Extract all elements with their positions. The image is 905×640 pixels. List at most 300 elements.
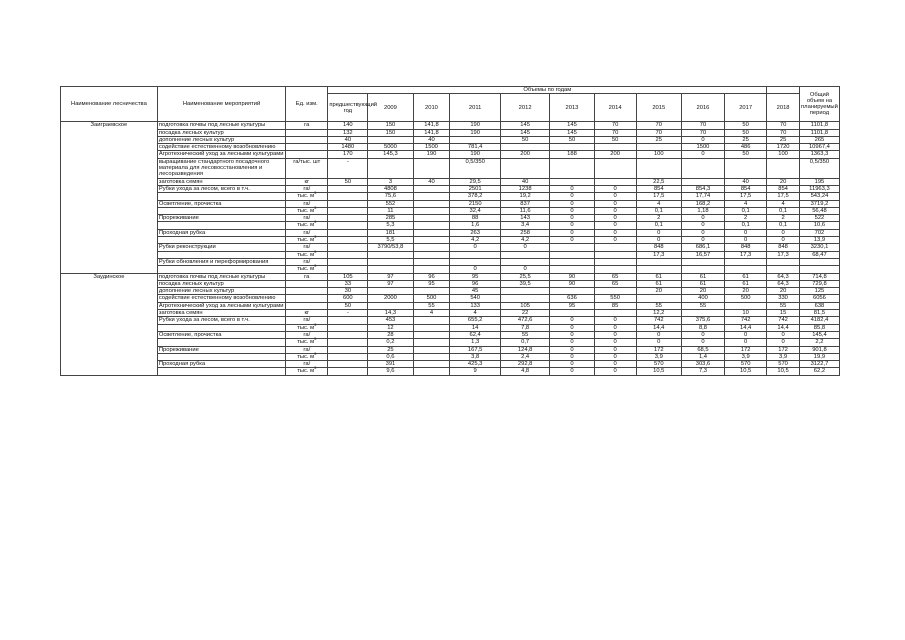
table-row [61,207,840,214]
value-cell-2010: 190 [413,151,450,158]
value-cell-2014: 0 [594,353,636,360]
value-cell-2012 [500,144,549,151]
value-cell-2011: 425,3 [450,361,501,368]
forest-activities-table [60,86,840,376]
value-cell-2014 [594,178,636,185]
value-cell-2013: 0 [550,346,594,353]
prev-year-cell [328,324,368,331]
value-cell-2017: 40 [725,178,767,185]
total-header: Общий объем на планируемый период [799,87,839,122]
value-cell-2017: 0,1 [725,222,767,229]
total-cell: 62,2 [799,368,839,375]
value-cell-2017: 10 [725,310,767,317]
total-cell: 3230,1 [799,244,839,251]
value-cell-2018: 17,3 [767,251,800,258]
table-row [61,251,840,258]
value-cell-2012: 3,4 [500,222,549,229]
unit-cell: га/ [286,361,328,368]
cubic-superscript: 3 [314,336,317,342]
activity-cell [157,193,285,200]
activity-cell: Рубки ухода за лесом, всего в т.ч. [157,317,285,324]
value-cell-2009: 97 [368,280,413,287]
total-cell: 145,4 [799,331,839,338]
cubic-superscript: 3 [314,365,317,371]
table-row [61,339,840,346]
value-cell-2015: 0 [636,339,681,346]
total-cell: 85,8 [799,324,839,331]
value-cell-2011: 1,3 [450,339,501,346]
value-cell-2016: 400 [681,295,724,302]
value-cell-2010 [413,237,450,244]
value-cell-2011: 32,4 [450,207,501,214]
value-cell-2016: 0 [681,222,724,229]
value-cell-2016: 168,2 [681,200,724,207]
unit-cell [286,302,328,309]
value-cell-2009 [368,158,413,178]
value-cell-2011 [450,258,501,265]
total-cell: 638 [799,302,839,309]
value-cell-2016 [681,158,724,178]
value-cell-2011: 96 [450,280,501,287]
value-cell-2012: 11,6 [500,207,549,214]
unit-cell [286,151,328,158]
value-cell-2013: 95 [550,302,594,309]
value-cell-2018: 330 [767,295,800,302]
activity-cell: дополнение лесных культур [157,136,285,143]
volumes-by-year-header: Объемы по годам [328,87,767,94]
value-cell-2013: 0 [550,368,594,375]
value-cell-2015: 3,9 [636,353,681,360]
unit-cell [286,136,328,143]
value-cell-2013: 0 [550,193,594,200]
table-row [61,215,840,222]
value-cell-2009 [368,266,413,273]
value-cell-2013: 0 [550,353,594,360]
value-cell-2009: 5,5 [368,237,413,244]
value-cell-2009 [368,288,413,295]
value-cell-2012: 4,2 [500,237,549,244]
activity-cell [157,251,285,258]
prev-year-cell [328,353,368,360]
activity-cell: Прореживание [157,346,285,353]
value-cell-2011: 62,4 [450,331,501,338]
value-cell-2015: 742 [636,317,681,324]
value-cell-2016: 375,6 [681,317,724,324]
value-cell-2010: 55 [413,302,450,309]
table-row [61,310,840,317]
value-cell-2015: 10,5 [636,368,681,375]
value-cell-2012: 258 [500,229,549,236]
value-cell-2012: 25,5 [500,273,549,280]
value-cell-2015: 55 [636,302,681,309]
value-cell-2009: 285 [368,215,413,222]
value-cell-2010 [413,229,450,236]
total-cell: 702 [799,229,839,236]
value-cell-2009 [368,258,413,265]
total-cell: 714,8 [799,273,839,280]
prev-year-cell [328,361,368,368]
value-cell-2010: 95 [413,280,450,287]
value-cell-2012: 50 [500,136,549,143]
total-cell: 0,5/350 [799,158,839,178]
value-cell-2013 [550,158,594,178]
value-cell-2015: 0 [636,237,681,244]
activity-cell [157,266,285,273]
total-cell: 1363,3 [799,151,839,158]
year-header-2015: 2015 [636,94,681,122]
value-cell-2014: 0 [594,237,636,244]
value-cell-2014: 0 [594,339,636,346]
value-cell-2017: 25 [725,136,767,143]
activity-cell [157,339,285,346]
value-cell-2018: 25 [767,136,800,143]
value-cell-2018: 0 [767,331,800,338]
year-header-2016: 2016 [681,94,724,122]
value-cell-2009: 97 [368,273,413,280]
value-cell-2016: 854,3 [681,185,724,192]
unit-cell: тыс. $м^3$ [286,251,328,258]
value-cell-2014: 0 [594,324,636,331]
total-cell: 68,47 [799,251,839,258]
prev-year-cell: 1480 [328,144,368,151]
value-cell-2010 [413,317,450,324]
value-cell-2015: 70 [636,122,681,129]
value-cell-2012 [500,251,549,258]
activity-cell: посадка лесных культур [157,280,285,287]
value-cell-2009: 3790/53,8 [368,244,413,251]
value-cell-2013 [550,258,594,265]
year-header-2018: 2018 [767,94,800,122]
activity-cell [157,222,285,229]
value-cell-2016: 0 [681,229,724,236]
unit-cell: га [286,273,328,280]
value-cell-2016: 686,1 [681,244,724,251]
total-cell: 3122,7 [799,361,839,368]
table-row [61,266,840,273]
cubic-superscript: 3 [314,321,317,327]
value-cell-2013: 636 [550,295,594,302]
value-cell-2009: 453 [368,317,413,324]
value-cell-2009: 11 [368,207,413,214]
value-cell-2017: 848 [725,244,767,251]
value-cell-2015: 0 [636,331,681,338]
total-cell: 10,6 [799,222,839,229]
value-cell-2012: 1238 [500,185,549,192]
value-cell-2018 [767,158,800,178]
value-cell-2010 [413,185,450,192]
value-cell-2017: 0 [725,237,767,244]
table-row [61,258,840,265]
value-cell-2014: 0 [594,317,636,324]
activity-cell: Рубки реконструкции [157,244,285,251]
activity-cell [157,237,285,244]
unit-cell: га/ [286,258,328,265]
value-cell-2009: 3 [368,178,413,185]
cubic-superscript: 3 [314,190,317,196]
total-cell: 522 [799,215,839,222]
value-cell-2017: 172 [725,346,767,353]
value-cell-2015: 4 [636,200,681,207]
value-cell-2009: 5000 [368,144,413,151]
total-cell: 13,9 [799,237,839,244]
table-row [61,144,840,151]
value-cell-2018 [767,266,800,273]
value-cell-2016: 70 [681,122,724,129]
value-cell-2009: 75,6 [368,193,413,200]
value-cell-2010 [413,251,450,258]
value-cell-2010 [413,200,450,207]
unit-header: Ед. изм. [286,87,328,122]
value-cell-2011: 88 [450,215,501,222]
unit-cell [286,288,328,295]
year-header-2011: 2011 [450,94,501,122]
value-cell-2011: 378,2 [450,193,501,200]
value-cell-2011: 781,4 [450,144,501,151]
value-cell-2018: 64,3 [767,280,800,287]
value-cell-2013: 0 [550,200,594,207]
value-cell-2016 [681,178,724,185]
unit-cell: тыс. $м^3$ [286,237,328,244]
activity-cell: содействие естественному возобновлению [157,144,285,151]
forestry-name: Заудинское [61,273,158,375]
unit-cell [286,280,328,287]
value-cell-2011: 190 [450,122,501,129]
value-cell-2012: 22 [500,310,549,317]
table-row [61,368,840,375]
table-row [61,122,840,129]
year-2018-header-top [767,87,800,94]
total-cell: 81,5 [799,310,839,317]
total-cell: 195 [799,178,839,185]
activity-cell: подготовка почвы под лесные культуры [157,122,285,129]
value-cell-2015: 14,4 [636,324,681,331]
unit-cell: га/ [286,229,328,236]
table-row [61,136,840,143]
value-cell-2013: 0 [550,339,594,346]
value-cell-2012: 0,7 [500,339,549,346]
activity-cell: Проходная рубка [157,361,285,368]
value-cell-2018: 55 [767,302,800,309]
value-cell-2013: 0 [550,229,594,236]
value-cell-2017: 0 [725,339,767,346]
unit-cell: га/тыс. шт [286,158,328,178]
value-cell-2012: 124,8 [500,346,549,353]
unit-cell: га/ [286,244,328,251]
activity-cell [157,207,285,214]
value-cell-2012: 837 [500,200,549,207]
value-cell-2010: 40 [413,178,450,185]
value-cell-2016: 20 [681,288,724,295]
value-cell-2018: 848 [767,244,800,251]
value-cell-2015 [636,258,681,265]
value-cell-2017: 17,5 [725,193,767,200]
value-cell-2011: 0 [450,266,501,273]
value-cell-2013 [550,178,594,185]
value-cell-2010: 96 [413,273,450,280]
value-cell-2016: 68,5 [681,346,724,353]
header-row-top [61,87,840,94]
activity-cell: Рубки ухода за лесом, всего в т.ч. [157,185,285,192]
value-cell-2014 [594,244,636,251]
value-cell-2012: 4,8 [500,368,549,375]
table-row [61,280,840,287]
value-cell-2018: 742 [767,317,800,324]
value-cell-2011: 29,5 [450,178,501,185]
table-row [61,222,840,229]
prev-year-cell: 33 [328,280,368,287]
value-cell-2014: 0 [594,215,636,222]
value-cell-2018: 172 [767,346,800,353]
value-cell-2015: 100 [636,151,681,158]
value-cell-2017: 4 [725,200,767,207]
value-cell-2018: 64,3 [767,273,800,280]
value-cell-2009: 5,3 [368,222,413,229]
value-cell-2017: 570 [725,361,767,368]
cubic-superscript: 3 [314,248,317,254]
unit-cell: кг [286,310,328,317]
year-header-2010: 2010 [413,94,450,122]
value-cell-2009: 14,3 [368,310,413,317]
prev-year-cell: 50 [328,302,368,309]
value-cell-2010: 141,8 [413,122,450,129]
value-cell-2014: 70 [594,129,636,136]
table-row [61,185,840,192]
total-cell: 19,9 [799,353,839,360]
unit-cell: га/ [286,185,328,192]
value-cell-2018: 854 [767,185,800,192]
value-cell-2013: 50 [550,136,594,143]
value-cell-2011: 263 [450,229,501,236]
value-cell-2017: 0,1 [725,207,767,214]
value-cell-2018: 70 [767,122,800,129]
value-cell-2018: 4 [767,200,800,207]
value-cell-2010: 40 [413,136,450,143]
unit-cell [286,129,328,136]
prev-year-cell: - [328,158,368,178]
table-row [61,302,840,309]
value-cell-2012: 143 [500,215,549,222]
value-cell-2016: 17,74 [681,193,724,200]
value-cell-2011: 4,2 [450,237,501,244]
table-row [61,331,840,338]
table-row [61,237,840,244]
value-cell-2015: 20 [636,288,681,295]
value-cell-2015 [636,158,681,178]
prev-year-cell [328,346,368,353]
value-cell-2014 [594,158,636,178]
total-cell [799,266,839,273]
value-cell-2017: 2 [725,215,767,222]
value-cell-2017: 17,3 [725,251,767,258]
value-cell-2011: 0 [450,244,501,251]
value-cell-2018: 14,4 [767,324,800,331]
value-cell-2014: 0 [594,346,636,353]
table-row [61,295,840,302]
value-cell-2015: 172 [636,346,681,353]
activity-cell: Осветление, прочистка [157,200,285,207]
value-cell-2014: 0 [594,207,636,214]
value-cell-2012: 105 [500,302,549,309]
value-cell-2013: 0 [550,222,594,229]
cubic-superscript: 3 [314,263,317,269]
year-header-2013: 2013 [550,94,594,122]
value-cell-2011: 190 [450,129,501,136]
value-cell-2018: 570 [767,361,800,368]
value-cell-2015: 61 [636,273,681,280]
value-cell-2009: 9,6 [368,368,413,375]
forestry-header: Наименование лесничества [61,87,158,122]
value-cell-2013: 90 [550,273,594,280]
forestry-name: Заиграевское [61,122,158,273]
value-cell-2017: 20 [725,288,767,295]
value-cell-2009: 28 [368,331,413,338]
value-cell-2010 [413,339,450,346]
value-cell-2018: 17,5 [767,193,800,200]
value-cell-2009: 391 [368,361,413,368]
value-cell-2010 [413,368,450,375]
value-cell-2017: 3,9 [725,353,767,360]
value-cell-2016: 0 [681,331,724,338]
unit-cell: тыс. $м^3$ [286,222,328,229]
value-cell-2013: 0 [550,361,594,368]
value-cell-2014: 0 [594,368,636,375]
prev-year-cell [328,339,368,346]
table-row [61,288,840,295]
table-row [61,273,840,280]
value-cell-2016: 1500 [681,144,724,151]
unit-cell: га/ [286,200,328,207]
value-cell-2014: 0 [594,229,636,236]
prev-year-cell [328,237,368,244]
activity-cell [157,368,285,375]
value-cell-2010 [413,266,450,273]
value-cell-2015: 17,5 [636,193,681,200]
value-cell-2010 [413,222,450,229]
value-cell-2011: 133 [450,302,501,309]
value-cell-2014: 0 [594,331,636,338]
value-cell-2018: 70 [767,129,800,136]
year-header-2009: 2009 [368,94,413,122]
value-cell-2015: 17,3 [636,251,681,258]
activity-cell: дополнение лесных культур [157,288,285,295]
activity-cell: заготовка семян [157,178,285,185]
value-cell-2009: 25 [368,346,413,353]
table-row [61,353,840,360]
value-cell-2014 [594,266,636,273]
activity-header: Наименование мероприятий [157,87,285,122]
value-cell-2016 [681,266,724,273]
prev-year-cell [328,251,368,258]
value-cell-2012 [500,288,549,295]
value-cell-2010 [413,288,450,295]
prev-year-cell [328,200,368,207]
value-cell-2017: 61 [725,280,767,287]
value-cell-2009: 12 [368,324,413,331]
value-cell-2016: 61 [681,280,724,287]
total-cell: 2,2 [799,339,839,346]
value-cell-2016: 70 [681,129,724,136]
value-cell-2009 [368,251,413,258]
activity-cell: Проходная рубка [157,229,285,236]
value-cell-2009: 181 [368,229,413,236]
value-cell-2013: 145 [550,122,594,129]
value-cell-2013 [550,144,594,151]
value-cell-2015 [636,144,681,151]
value-cell-2014: 65 [594,280,636,287]
value-cell-2018: 3,9 [767,353,800,360]
value-cell-2012: 472,6 [500,317,549,324]
value-cell-2013: 0 [550,324,594,331]
